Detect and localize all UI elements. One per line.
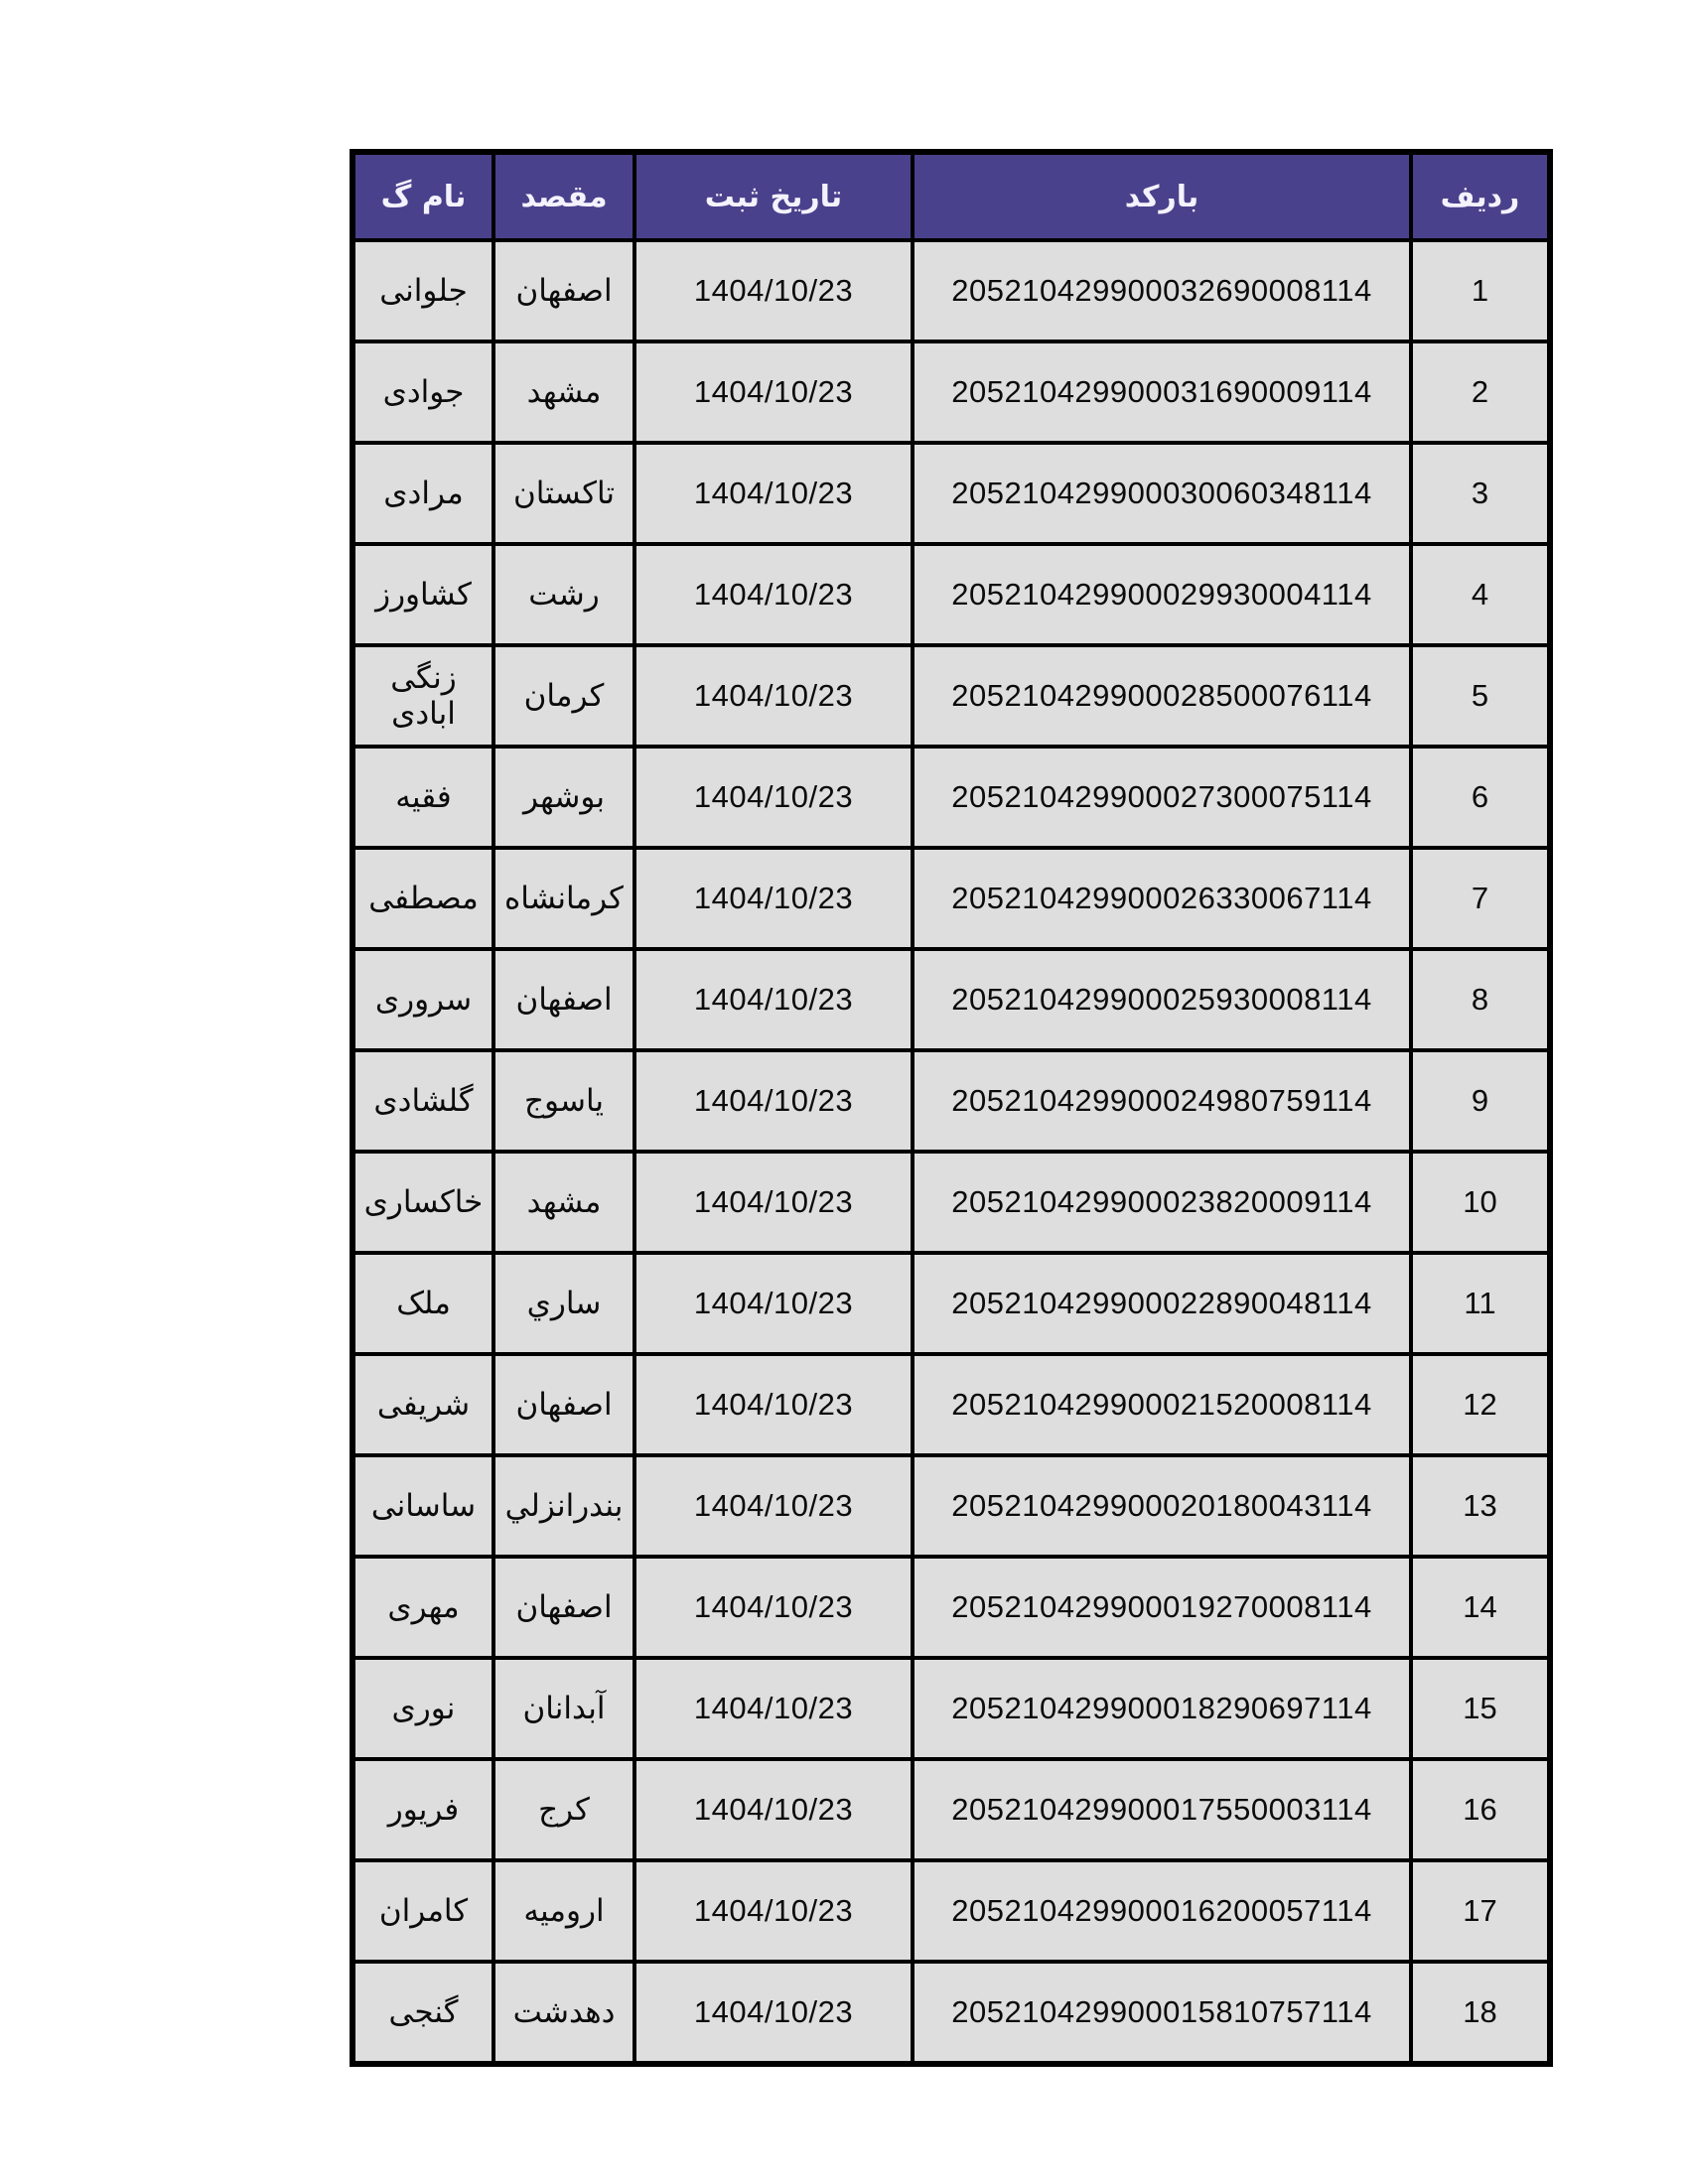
- date-cell: 1404/10/23: [634, 848, 913, 949]
- barcode-cell: 205210429900021520008114: [913, 1354, 1411, 1455]
- destination-cell: آبدانان: [493, 1658, 634, 1759]
- row-number-cell: 11: [1411, 1253, 1550, 1354]
- date-cell: 1404/10/23: [634, 1152, 913, 1253]
- row-number-cell: 7: [1411, 848, 1550, 949]
- name-cell: زنگی ابادی: [352, 645, 493, 747]
- name-cell: جلوانی: [352, 240, 493, 341]
- barcode-cell: 205210429900029930004114: [913, 544, 1411, 645]
- date-cell: 1404/10/23: [634, 1050, 913, 1152]
- date-cell: 1404/10/23: [634, 1455, 913, 1557]
- destination-cell: رشت: [493, 544, 634, 645]
- destination-cell: بوشهر: [493, 747, 634, 848]
- destination-cell: اصفهان: [493, 949, 634, 1050]
- date-cell: 1404/10/23: [634, 747, 913, 848]
- destination-cell: اصفهان: [493, 240, 634, 341]
- barcode-cell: 205210429900022890048114: [913, 1253, 1411, 1354]
- destination-cell: ساري: [493, 1253, 634, 1354]
- table-header: [352, 152, 1550, 240]
- destination-cell: اصفهان: [493, 1557, 634, 1658]
- table-row: [352, 848, 1550, 949]
- table-row: [352, 1455, 1550, 1557]
- date-cell: 1404/10/23: [634, 1759, 913, 1860]
- row-number-cell: 8: [1411, 949, 1550, 1050]
- destination-cell: مشهد: [493, 341, 634, 443]
- name-cell: گنجی: [352, 1962, 493, 2064]
- table-body: [352, 240, 1550, 2064]
- date-cell: 1404/10/23: [634, 544, 913, 645]
- row-number-cell: 10: [1411, 1152, 1550, 1253]
- destination-cell: کرمانشاه: [493, 848, 634, 949]
- name-cell: خاکساری: [352, 1152, 493, 1253]
- name-cell: ملک: [352, 1253, 493, 1354]
- destination-cell: کرمان: [493, 645, 634, 747]
- destination-cell: اصفهان: [493, 1354, 634, 1455]
- header-barcode: بارکد: [913, 152, 1411, 240]
- row-number-cell: 16: [1411, 1759, 1550, 1860]
- barcode-cell: 205210429900031690009114: [913, 341, 1411, 443]
- row-number-cell: 1: [1411, 240, 1550, 341]
- barcode-cell: 205210429900018290697114: [913, 1658, 1411, 1759]
- row-number-cell: 9: [1411, 1050, 1550, 1152]
- date-cell: 1404/10/23: [634, 1557, 913, 1658]
- destination-cell: کرج: [493, 1759, 634, 1860]
- shipment-table: [350, 149, 1553, 2067]
- date-cell: 1404/10/23: [634, 341, 913, 443]
- name-cell: ساسانی: [352, 1455, 493, 1557]
- date-cell: 1404/10/23: [634, 443, 913, 544]
- destination-cell: دهدشت: [493, 1962, 634, 2064]
- row-number-cell: 15: [1411, 1658, 1550, 1759]
- destination-cell: یاسوج: [493, 1050, 634, 1152]
- header-destination: مقصد: [493, 152, 634, 240]
- barcode-cell: 205210429900027300075114: [913, 747, 1411, 848]
- row-number-cell: 18: [1411, 1962, 1550, 2064]
- row-number-cell: 14: [1411, 1557, 1550, 1658]
- barcode-cell: 205210429900026330067114: [913, 848, 1411, 949]
- table-row: [352, 1658, 1550, 1759]
- table-row: [352, 1050, 1550, 1152]
- row-number-cell: 13: [1411, 1455, 1550, 1557]
- table-row: [352, 1354, 1550, 1455]
- table-row: [352, 949, 1550, 1050]
- name-cell: کامران: [352, 1860, 493, 1962]
- barcode-cell: 205210429900016200057114: [913, 1860, 1411, 1962]
- name-cell: جوادی: [352, 341, 493, 443]
- barcode-cell: 205210429900032690008114: [913, 240, 1411, 341]
- header-row: [352, 152, 1550, 240]
- row-number-cell: 6: [1411, 747, 1550, 848]
- date-cell: 1404/10/23: [634, 1658, 913, 1759]
- date-cell: 1404/10/23: [634, 645, 913, 747]
- barcode-cell: 205210429900025930008114: [913, 949, 1411, 1050]
- row-number-cell: 3: [1411, 443, 1550, 544]
- name-cell: مهری: [352, 1557, 493, 1658]
- name-cell: فقیه: [352, 747, 493, 848]
- name-cell: نوری: [352, 1658, 493, 1759]
- table-row: [352, 443, 1550, 544]
- barcode-cell: 205210429900015810757114: [913, 1962, 1411, 2064]
- table-row: [352, 1860, 1550, 1962]
- barcode-cell: 205210429900023820009114: [913, 1152, 1411, 1253]
- row-number-cell: 5: [1411, 645, 1550, 747]
- row-number-cell: 4: [1411, 544, 1550, 645]
- table-row: [352, 1557, 1550, 1658]
- name-cell: مصطفی: [352, 848, 493, 949]
- date-cell: 1404/10/23: [634, 1253, 913, 1354]
- table-row: [352, 1759, 1550, 1860]
- table-row: [352, 341, 1550, 443]
- destination-cell: تاکستان: [493, 443, 634, 544]
- header-row-number: ردیف: [1411, 152, 1550, 240]
- date-cell: 1404/10/23: [634, 949, 913, 1050]
- date-cell: 1404/10/23: [634, 240, 913, 341]
- header-date: تاریخ ثبت: [634, 152, 913, 240]
- date-cell: 1404/10/23: [634, 1962, 913, 2064]
- table-row: [352, 544, 1550, 645]
- table-row: [352, 645, 1550, 747]
- destination-cell: بندرانزلي: [493, 1455, 634, 1557]
- row-number-cell: 2: [1411, 341, 1550, 443]
- barcode-cell: 205210429900030060348114: [913, 443, 1411, 544]
- name-cell: مرادی: [352, 443, 493, 544]
- destination-cell: مشهد: [493, 1152, 634, 1253]
- header-name: نام گ: [352, 152, 493, 240]
- table-row: [352, 1962, 1550, 2064]
- name-cell: شریفی: [352, 1354, 493, 1455]
- row-number-cell: 12: [1411, 1354, 1550, 1455]
- table-row: [352, 240, 1550, 341]
- date-cell: 1404/10/23: [634, 1860, 913, 1962]
- name-cell: کشاورز: [352, 544, 493, 645]
- table-row: [352, 747, 1550, 848]
- barcode-cell: 205210429900028500076114: [913, 645, 1411, 747]
- name-cell: سروری: [352, 949, 493, 1050]
- name-cell: گلشادی: [352, 1050, 493, 1152]
- barcode-cell: 205210429900017550003114: [913, 1759, 1411, 1860]
- name-cell: فریور: [352, 1759, 493, 1860]
- row-number-cell: 17: [1411, 1860, 1550, 1962]
- date-cell: 1404/10/23: [634, 1354, 913, 1455]
- barcode-cell: 205210429900020180043114: [913, 1455, 1411, 1557]
- barcode-cell: 205210429900019270008114: [913, 1557, 1411, 1658]
- table-row: [352, 1253, 1550, 1354]
- barcode-cell: 205210429900024980759114: [913, 1050, 1411, 1152]
- table-row: [352, 1152, 1550, 1253]
- destination-cell: ارومیه: [493, 1860, 634, 1962]
